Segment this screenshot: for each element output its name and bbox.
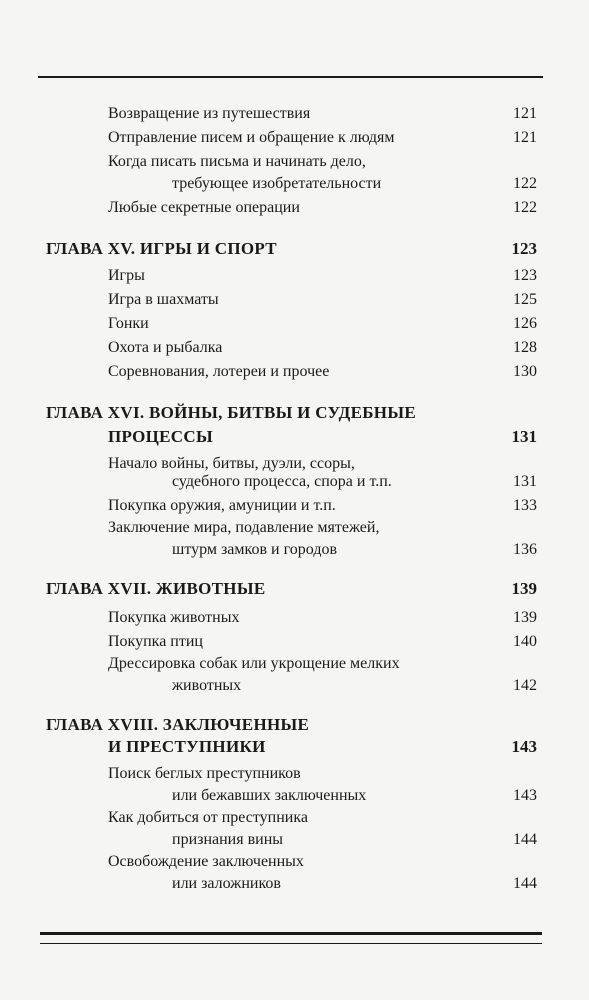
toc-entry: Игра в шахматы <box>108 291 219 308</box>
toc-page-number: 130 <box>513 363 537 380</box>
toc-page-number: 136 <box>513 541 537 558</box>
toc-page-number: 121 <box>513 105 537 122</box>
toc-entry: Когда писать письма и начинать дело, <box>108 153 366 170</box>
toc-entry-continuation: животных <box>172 677 242 694</box>
toc-entry: Любые секретные операции <box>108 199 300 216</box>
chapter-page-number: 131 <box>511 427 537 446</box>
toc-page-number: 143 <box>513 787 537 804</box>
chapter-page-number: 123 <box>511 239 537 258</box>
toc-page-number: 128 <box>513 339 537 356</box>
toc-page-number: 121 <box>513 129 537 146</box>
toc-page-number: 139 <box>513 609 537 626</box>
chapter-page-number: 143 <box>511 737 537 756</box>
toc-page-number: 140 <box>513 633 537 650</box>
toc-entry-continuation: требующее изобретательности <box>172 175 382 192</box>
chapter-page-number: 139 <box>511 579 537 598</box>
toc-entry: Заключение мира, подавление мятежей, <box>108 519 380 536</box>
chapter-heading-continuation: ПРОЦЕССЫ <box>108 427 213 446</box>
toc-page-number: 125 <box>513 291 537 308</box>
chapter-heading: ГЛАВА XVI. ВОЙНЫ, БИТВЫ И СУДЕБНЫЕ <box>46 403 416 422</box>
toc-entry-continuation: признания вины <box>172 831 284 848</box>
chapter-heading: ГЛАВА XVIII. ЗАКЛЮЧЕННЫЕ <box>46 715 310 734</box>
toc-page-number: 133 <box>513 497 537 514</box>
toc-page-number: 131 <box>513 473 537 490</box>
toc-entry: Начало войны, битвы, дуэли, ссоры, <box>108 455 355 472</box>
chapter-heading: ГЛАВА XVII. ЖИВОТНЫЕ <box>46 579 266 598</box>
toc-entry: Поиск беглых преступников <box>108 765 301 782</box>
bottom-double-rule <box>40 932 542 944</box>
toc-page-number: 126 <box>513 315 537 332</box>
top-rule <box>38 76 543 78</box>
toc-entry: Покупка оружия, амуниции и т.п. <box>108 497 336 514</box>
toc-entry: Освобождение заключенных <box>108 853 304 870</box>
toc-entry: Игры <box>108 267 145 284</box>
toc-entry: Охота и рыбалка <box>108 339 223 356</box>
toc-page-number: 122 <box>513 199 537 216</box>
toc-page-number: 142 <box>513 677 537 694</box>
toc-entry: Гонки <box>108 315 149 332</box>
toc-entry-continuation: штурм замков и городов <box>172 541 338 558</box>
toc-entry-continuation: судебного процесса, спора и т.п. <box>172 473 392 490</box>
toc-entry-continuation: или заложников <box>172 875 281 892</box>
toc-page-number: 123 <box>513 267 537 284</box>
toc-entry: Покупка птиц <box>108 633 203 650</box>
toc-page-number: 122 <box>513 175 537 192</box>
toc-entry: Дрессировка собак или укрощение мелких <box>108 655 400 672</box>
toc-entry: Отправление писем и обращение к людям <box>108 129 395 146</box>
toc-page-number: 144 <box>513 875 537 892</box>
toc-entry: Соревнования, лотереи и прочее <box>108 363 330 380</box>
toc-entry: Возвращение из путешествия <box>108 105 311 122</box>
chapter-heading: ГЛАВА XV. ИГРЫ И СПОРТ <box>46 239 277 258</box>
toc-page-number: 144 <box>513 831 537 848</box>
toc-entry-continuation: или бежавших заключенных <box>172 787 367 804</box>
toc-entry: Покупка животных <box>108 609 240 626</box>
toc-entry: Как добиться от преступника <box>108 809 308 826</box>
chapter-heading-continuation: И ПРЕСТУПНИКИ <box>108 737 266 756</box>
